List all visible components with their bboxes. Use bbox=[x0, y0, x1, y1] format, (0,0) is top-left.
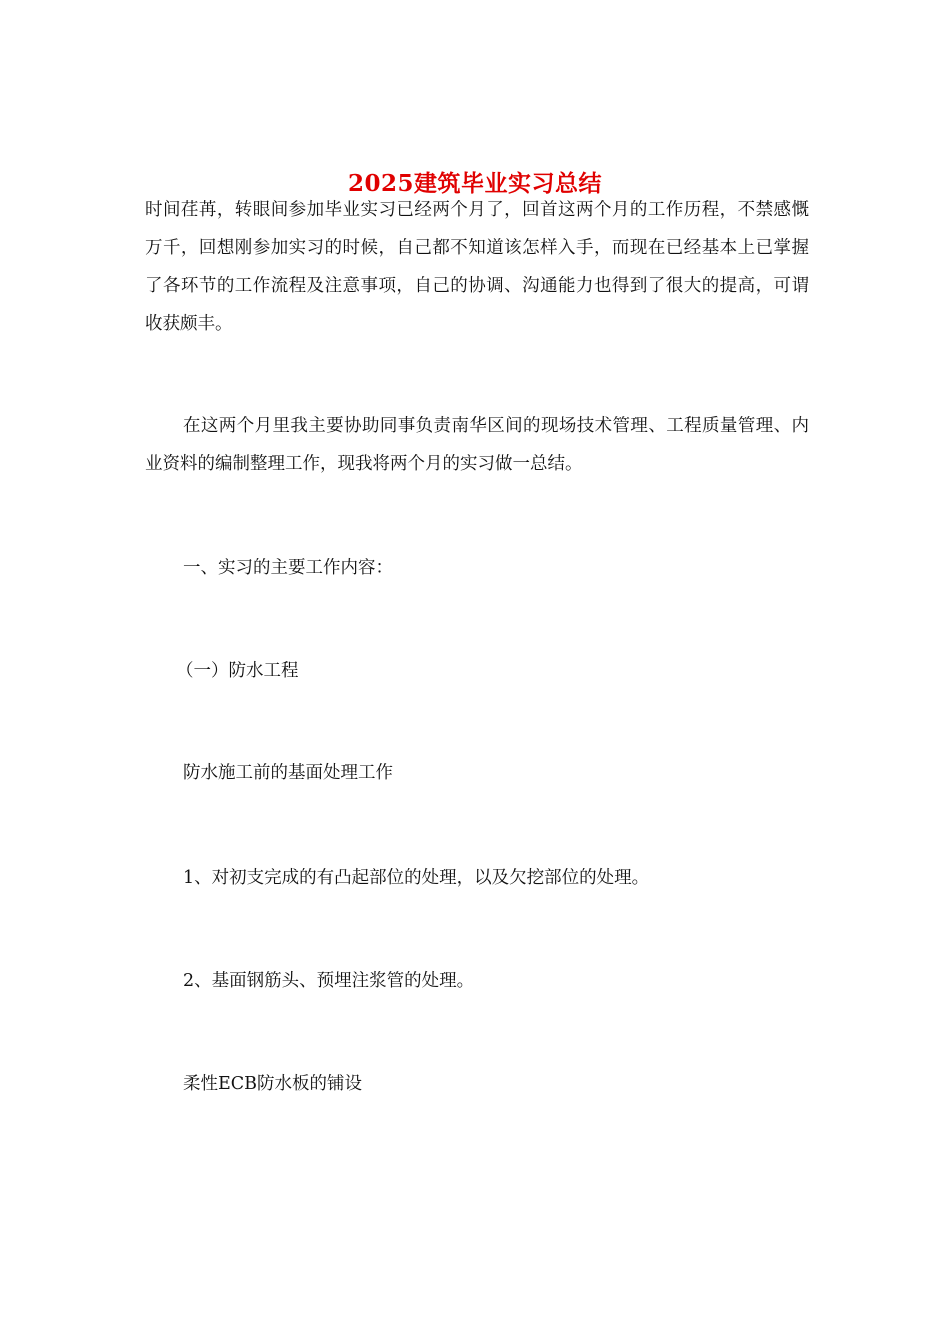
scope-paragraph: 在这两个月里我主要协助同事负责南华区间的现场技术管理、工程质量管理、内业资料的编制整理工作，现我将两个月的实习做一总结。 bbox=[145, 416, 809, 474]
item-heading: 防水施工前的基面处理工作 bbox=[183, 763, 393, 783]
item-heading: 柔性ECB防水板的铺设 bbox=[183, 1074, 363, 1094]
list-item: 2、基面钢筋头、预埋注浆管的处理。 bbox=[183, 971, 475, 991]
subsection-heading: （一）防水工程 bbox=[176, 661, 299, 681]
list-item: 1、对初支完成的有凸起部位的处理，以及欠挖部位的处理。 bbox=[183, 868, 650, 888]
document-title: 2025建筑毕业实习总结 bbox=[347, 170, 602, 198]
intro-paragraph: 时间荏苒，转眼间参加毕业实习已经两个月了，回首这两个月的工作历程，不禁感慨万千，回想刚参加实习的时候，自己都不知道该怎样入手，而现在已经基本上已掌握了各环节的工作流程及注意事项，自己的协调、沟通能力也得到了很大的提高，可谓收获颇丰。 bbox=[145, 200, 809, 334]
section-heading: 一、实习的主要工作内容： bbox=[183, 558, 393, 578]
